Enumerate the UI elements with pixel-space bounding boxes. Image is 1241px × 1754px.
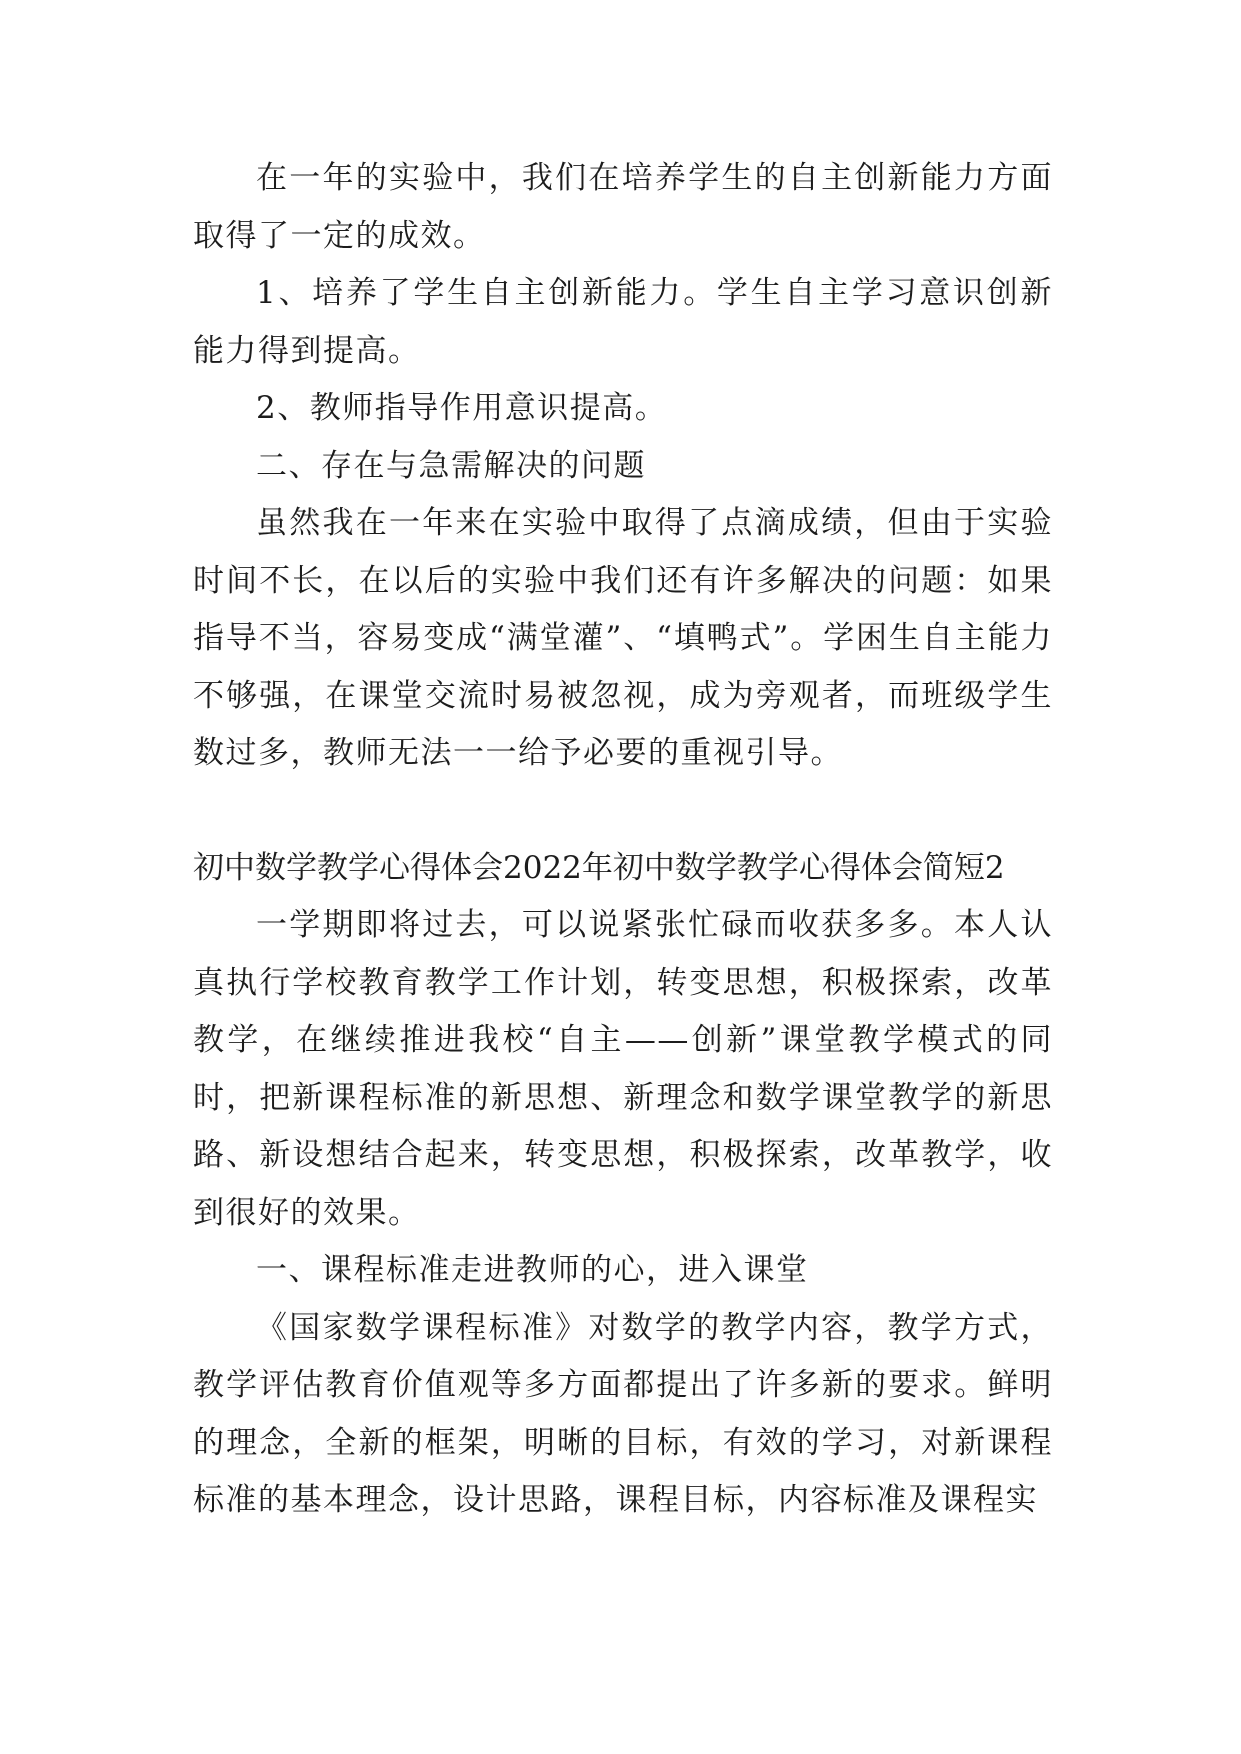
paragraph: 一学期即将过去，可以说紧张忙碌而收获多多。本人认真执行学校教育教学工作计划，转变思想，积极探索，改革教学，在继续推进我校“自主——创新”课堂教学模式的同时，把新课程标准的新思想、新理念和数学课堂教学的新思路、新设想结合起来，转变思想，积极探索，改革教学，收到很好的效果。: [193, 907, 1053, 1231]
paragraph: 虽然我在一年来在实验中取得了点滴成绩，但由于实验时间不长，在以后的实验中我们还有许多解决的问题：如果指导不当，容易变成“满堂灌”、“填鸭式”。学困生自主能力不够强，在课堂交流时易被忽视，成为旁观者，而班级学生数过多，教师无法一一给予必要的重视引导。: [193, 505, 1053, 771]
heading-problems: 二、存在与急需解决的问题: [256, 447, 646, 484]
paragraph: 2、教师指导作用意识提高。: [256, 390, 668, 426]
spacer: [193, 783, 1053, 840]
paragraph: 1、培养了学生自主创新能力。学生自主学习意识创新能力得到提高。: [193, 275, 1053, 369]
section-title: 初中数学教学心得体会2022年初中数学教学心得体会简短2: [193, 849, 1005, 886]
document-body: [193, 150, 1053, 1530]
paragraph: 《国家数学课程标准》对数学的教学内容，教学方式，教学评估教育价值观等多方面都提出了许多新的要求。鲜明的理念，全新的框架，明晰的目标，有效的学习，对新课程标准的基本理念，设计思路，课程目标，内容标准及课程实: [193, 1309, 1053, 1518]
heading-curriculum: 一、课程标准走进教师的心，进入课堂: [256, 1252, 809, 1288]
paragraph: 在一年的实验中，我们在培养学生的自主创新能力方面取得了一定的成效。: [193, 160, 1053, 254]
